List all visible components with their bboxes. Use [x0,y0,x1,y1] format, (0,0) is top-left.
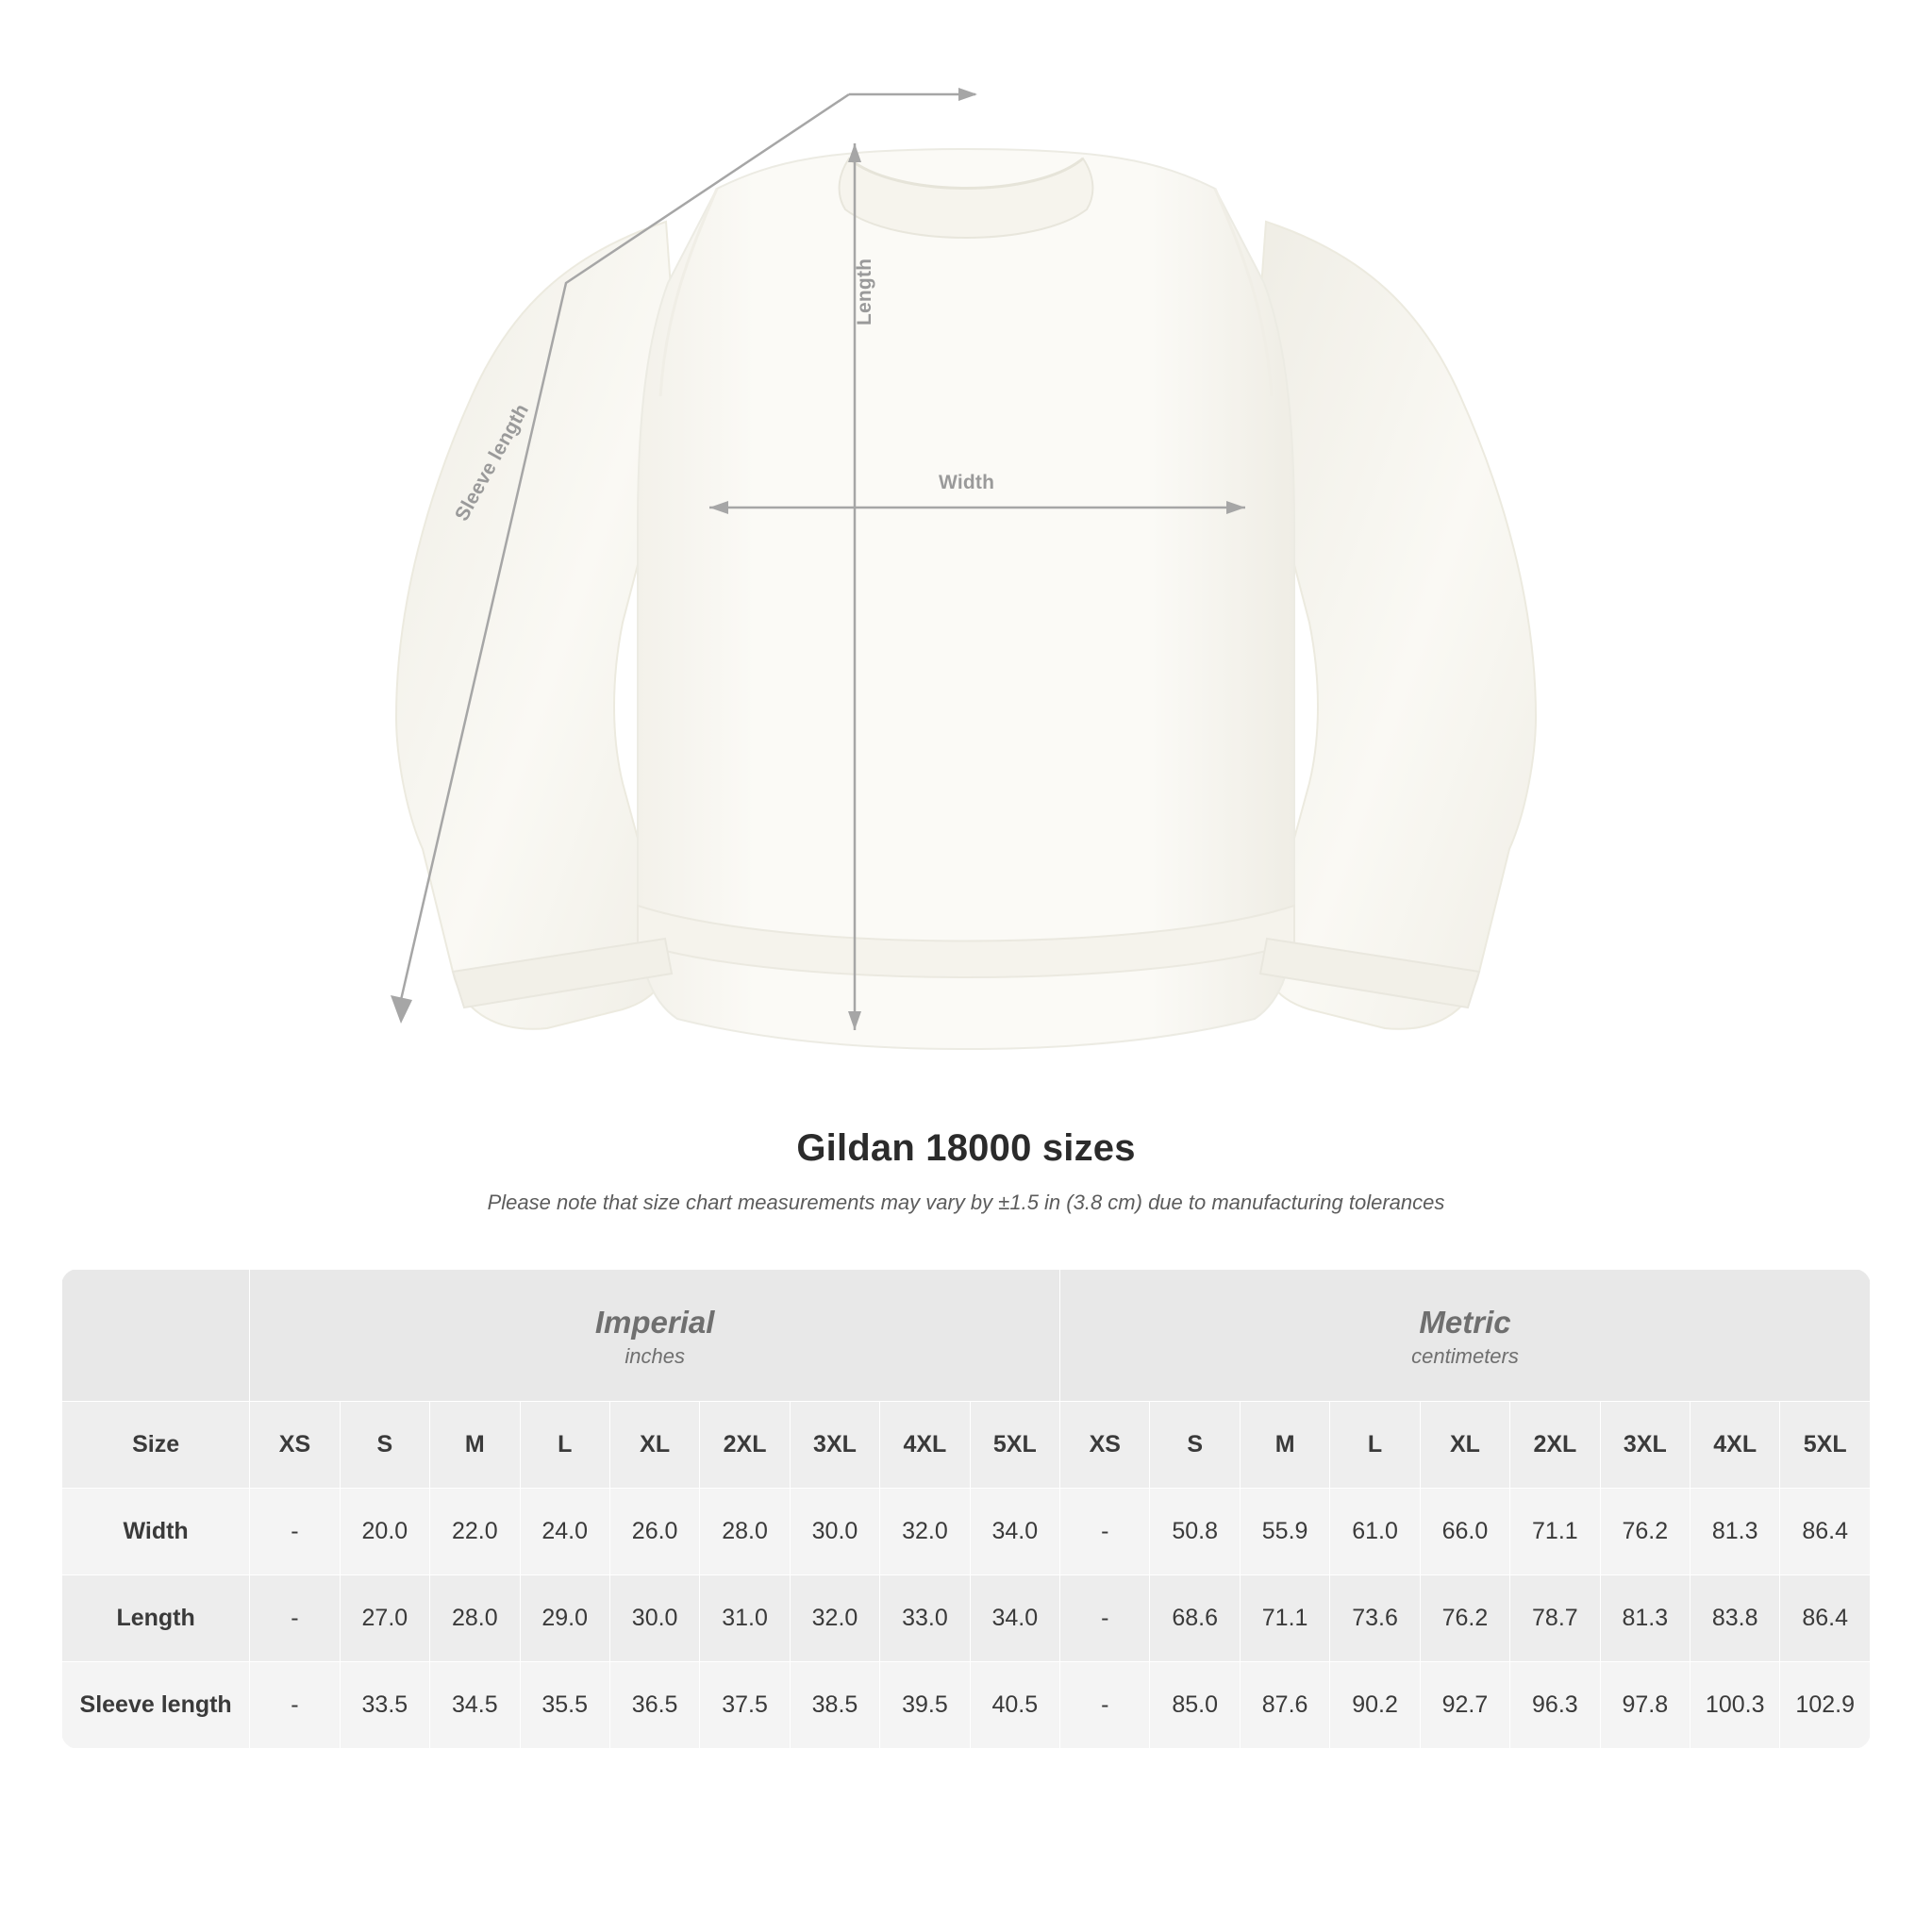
cell: 28.0 [430,1574,520,1661]
size-cell: S [1150,1401,1240,1488]
cell: 28.0 [700,1488,790,1574]
cell: 22.0 [430,1488,520,1574]
title-block [0,1127,1932,1215]
cell: 27.0 [340,1574,429,1661]
row-label-width: Width [62,1488,250,1574]
size-cell: 2XL [700,1401,790,1488]
cell: 61.0 [1330,1488,1420,1574]
size-cell: 5XL [1780,1401,1871,1488]
cell: - [250,1488,340,1574]
cell: 90.2 [1330,1661,1420,1748]
table-row [62,1661,1871,1748]
cell: 34.5 [430,1661,520,1748]
cell: 34.0 [970,1488,1059,1574]
page-title: Gildan 18000 sizes [796,1127,1136,1169]
cell: 37.5 [700,1661,790,1748]
cell: 36.5 [609,1661,699,1748]
sleeve-arrow-bottom [391,995,412,1024]
cell: 33.0 [880,1574,970,1661]
length-label: Length [854,258,875,325]
size-cell: 3XL [790,1401,879,1488]
cell: 81.3 [1600,1574,1690,1661]
cell: - [1060,1488,1150,1574]
cell: 83.8 [1690,1574,1780,1661]
sleeve-arrow-top [958,88,977,101]
size-cell: M [430,1401,520,1488]
unit-group-imperial-name: Imperial [594,1305,715,1340]
cell: 102.9 [1780,1661,1871,1748]
cell: 38.5 [790,1661,879,1748]
size-cell: 3XL [1600,1401,1690,1488]
cell: 29.0 [520,1574,609,1661]
cell: 81.3 [1690,1488,1780,1574]
size-header-cell: Size [62,1401,250,1488]
size-cell: XS [1060,1401,1150,1488]
cell: 96.3 [1510,1661,1600,1748]
cell: 100.3 [1690,1661,1780,1748]
size-header-row [62,1401,1871,1488]
size-cell: L [1330,1401,1420,1488]
size-cell: 2XL [1510,1401,1600,1488]
cell: 34.0 [970,1574,1059,1661]
unit-header-spacer [62,1270,250,1402]
cell: 20.0 [340,1488,429,1574]
cell: 85.0 [1150,1661,1240,1748]
cell: 32.0 [790,1574,879,1661]
width-label: Width [939,472,995,493]
unit-header-row [62,1270,1871,1402]
size-chart-table [61,1269,1871,1749]
cell: 32.0 [880,1488,970,1574]
cell: 76.2 [1420,1574,1509,1661]
unit-group-metric-sub: centimeters [1411,1343,1519,1368]
row-label-length: Length [62,1574,250,1661]
size-cell: XS [250,1401,340,1488]
size-cell: M [1240,1401,1329,1488]
cell: 86.4 [1780,1488,1871,1574]
cell: 73.6 [1330,1574,1420,1661]
cell: 66.0 [1420,1488,1509,1574]
cell: 30.0 [790,1488,879,1574]
cell: 97.8 [1600,1661,1690,1748]
cell: 86.4 [1780,1574,1871,1661]
row-label-sleeve-length: Sleeve length [62,1661,250,1748]
table-row [62,1488,1871,1574]
size-cell: 4XL [880,1401,970,1488]
unit-group-metric [1060,1270,1871,1402]
cell: 30.0 [609,1574,699,1661]
cell: 33.5 [340,1661,429,1748]
sweatshirt-body [638,149,1294,1049]
cell: 24.0 [520,1488,609,1574]
cell: 87.6 [1240,1661,1329,1748]
cell: 40.5 [970,1661,1059,1748]
tolerance-note: Please note that size chart measurements may vary by ±1.5 in (3.8 cm) due to manufacturing tolerances [487,1191,1445,1214]
unit-group-imperial [250,1270,1060,1402]
cell: 71.1 [1510,1488,1600,1574]
cell: 68.6 [1150,1574,1240,1661]
unit-group-metric-name: Metric [1419,1305,1511,1340]
cell: 31.0 [700,1574,790,1661]
size-cell: S [340,1401,429,1488]
cell: 39.5 [880,1661,970,1748]
cell: 50.8 [1150,1488,1240,1574]
cell: - [250,1661,340,1748]
cell: - [250,1574,340,1661]
size-cell: L [520,1401,609,1488]
cell: 55.9 [1240,1488,1329,1574]
cell: 35.5 [520,1661,609,1748]
size-cell: 5XL [970,1401,1059,1488]
cell: 71.1 [1240,1574,1329,1661]
cell: 92.7 [1420,1661,1509,1748]
cell: - [1060,1661,1150,1748]
sleeve-length-label: Sleeve length [451,400,534,525]
cell: 76.2 [1600,1488,1690,1574]
table-row [62,1574,1871,1661]
size-cell: XL [1420,1401,1509,1488]
size-chart-table-wrapper [61,1269,1871,1749]
cell: 78.7 [1510,1574,1600,1661]
size-cell: 4XL [1690,1401,1780,1488]
size-cell: XL [609,1401,699,1488]
cell: 26.0 [609,1488,699,1574]
cell: - [1060,1574,1150,1661]
unit-group-imperial-sub: inches [625,1343,685,1368]
